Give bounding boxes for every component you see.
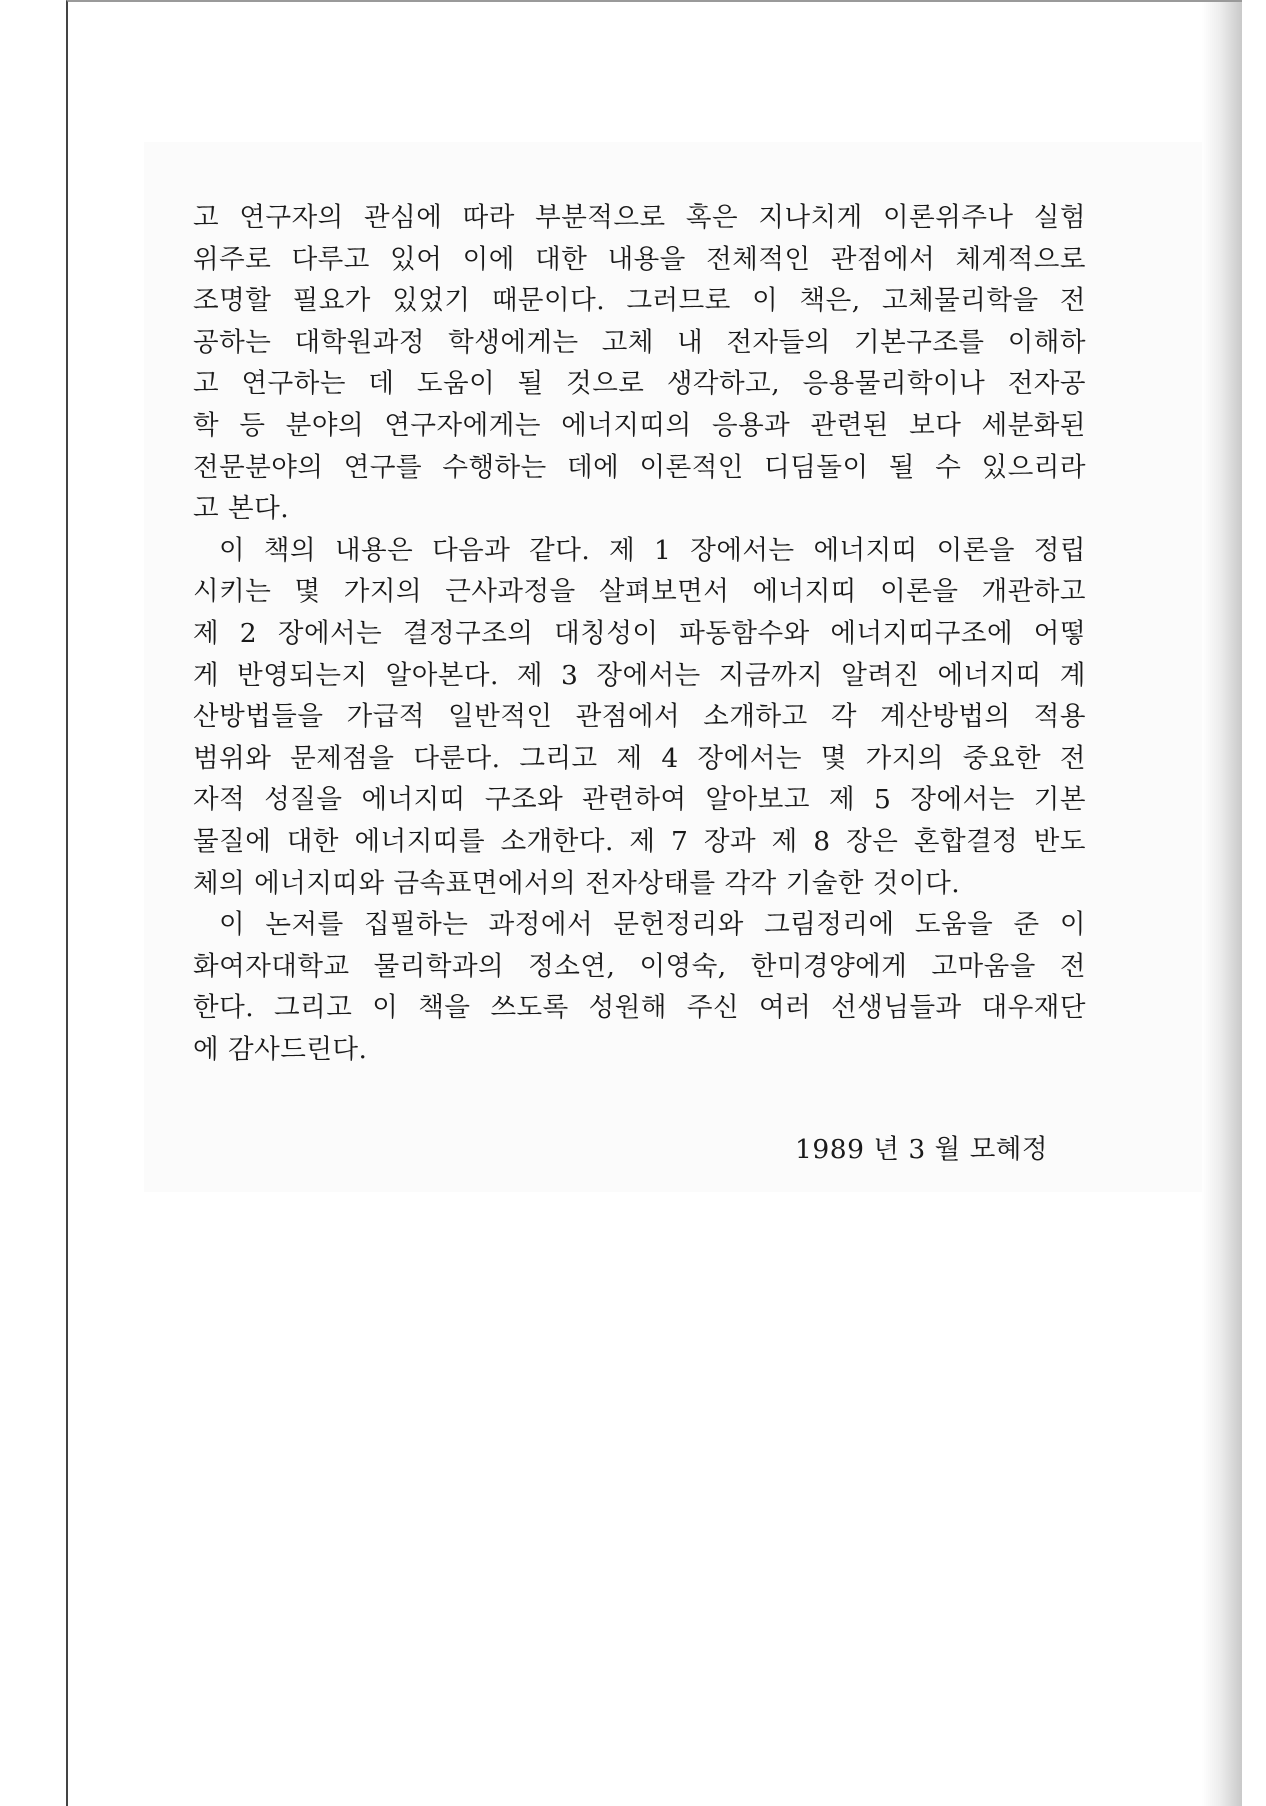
page-edge-shadow [1202, 2, 1242, 1806]
text-line: 고 연구하는 데 도움이 될 것으로 생각하고, 응용물리학이나 전자공 [193, 368, 1086, 400]
text-line: 이 논저를 집필하는 과정에서 문헌정리와 그림정리에 도움을 준 이 [219, 909, 1086, 941]
text-line: 고 본다. [193, 493, 290, 525]
text-line: 전문분야의 연구를 수행하는 데에 이론적인 디딤돌이 될 수 있으리라 [193, 451, 1086, 483]
date-and-author-signature: 1989 년 3 월 모혜정 [795, 1134, 1048, 1165]
text-line: 물질에 대한 에너지띠를 소개한다. 제 7 장과 제 8 장은 혼합결정 반도 [193, 825, 1086, 857]
text-line: 범위와 문제점을 다룬다. 그리고 제 4 장에서는 몇 가지의 중요한 전 [193, 742, 1086, 774]
text-line: 조명할 필요가 있었기 때문이다. 그러므로 이 책은, 고체물리학을 전 [193, 285, 1086, 317]
text-line: 산방법들을 가급적 일반적인 관점에서 소개하고 각 계산방법의 적용 [193, 701, 1086, 733]
text-line: 체의 에너지띠와 금속표면에서의 전자상태를 각각 기술한 것이다. [193, 867, 961, 899]
text-line: 화여자대학교 물리학과의 정소연, 이영숙, 한미경양에게 고마움을 전 [193, 950, 1086, 982]
text-line: 공하는 대학원과정 학생에게는 고체 내 전자들의 기본구조를 이해하 [193, 326, 1086, 358]
text-line: 한다. 그리고 이 책을 쓰도록 성원해 주신 여러 선생님들과 대우재단 [193, 992, 1086, 1024]
text-line: 자적 성질을 에너지띠 구조와 관련하여 알아보고 제 5 장에서는 기본 [193, 784, 1086, 816]
preface-body-text [193, 197, 1086, 1070]
text-line: 이 책의 내용은 다음과 같다. 제 1 장에서는 에너지띠 이론을 정립 [219, 534, 1086, 566]
text-line: 학 등 분야의 연구자에게는 에너지띠의 응용과 관련된 보다 세분화된 [193, 409, 1086, 441]
text-line: 위주로 다루고 있어 이에 대한 내용을 전체적인 관점에서 체계적으로 [193, 243, 1086, 275]
text-line: 고 연구자의 관심에 따라 부분적으로 혹은 지나치게 이론위주나 실험 [193, 202, 1086, 233]
text-line: 게 반영되는지 알아본다. 제 3 장에서는 지금까지 알려진 에너지띠 계 [193, 659, 1086, 691]
text-line: 제 2 장에서는 결정구조의 대칭성이 파동함수와 에너지띠구조에 어떻 [193, 617, 1086, 649]
text-line: 시키는 몇 가지의 근사과정을 살펴보면서 에너지띠 이론을 개관하고 [193, 576, 1086, 608]
text-line: 에 감사드린다. [193, 1033, 368, 1065]
